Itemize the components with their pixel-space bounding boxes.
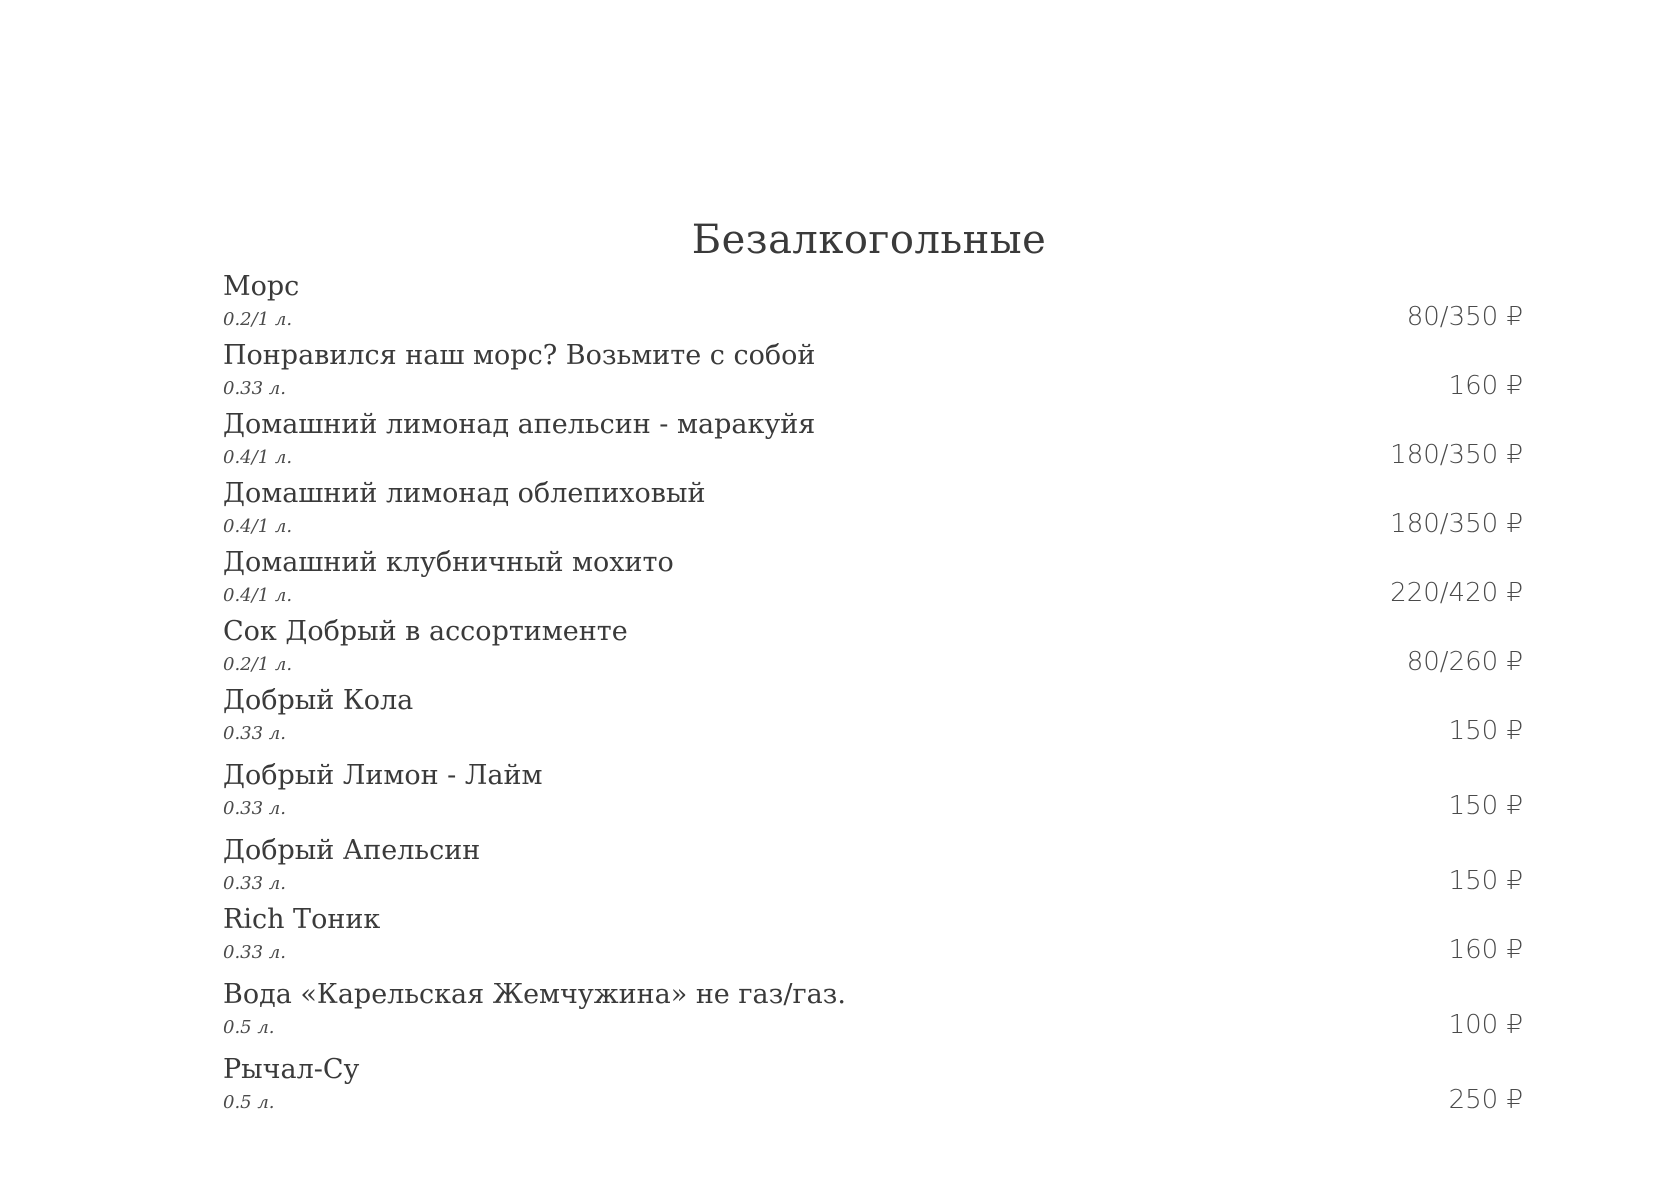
item-name: Сок Добрый в ассортименте [223, 616, 628, 647]
menu-list [223, 270, 1523, 1122]
item-name: Домашний клубничный мохито [223, 547, 674, 578]
item-name: Добрый Кола [223, 685, 414, 716]
item-price: 220/420 ₽ [1390, 578, 1523, 608]
menu-item [223, 1053, 1523, 1122]
item-price: 150 ₽ [1448, 716, 1523, 746]
item-volume: 0.2/1 л. [223, 654, 293, 675]
menu-item [223, 978, 1523, 1053]
item-volume: 0.4/1 л. [223, 516, 293, 537]
item-volume: 0.33 л. [223, 942, 286, 963]
item-price: 150 ₽ [1448, 866, 1523, 896]
item-volume: 0.5 л. [223, 1092, 275, 1113]
item-name: Понравился наш морс? Возьмите с собой [223, 340, 816, 371]
menu-item [223, 903, 1523, 978]
item-volume: 0.4/1 л. [223, 585, 293, 606]
menu-item [223, 477, 1523, 546]
item-volume: 0.33 л. [223, 723, 286, 744]
section-title: Безалкогольные [691, 217, 1047, 263]
menu-item [223, 270, 1523, 339]
item-name: Вода «Карельская Жемчужина» не газ/газ. [223, 979, 846, 1010]
item-name: Домашний лимонад апельсин - маракуйя [223, 409, 816, 440]
item-volume: 0.33 л. [223, 798, 286, 819]
item-volume: 0.2/1 л. [223, 309, 293, 330]
item-volume: 0.33 л. [223, 873, 286, 894]
item-price: 80/350 ₽ [1406, 302, 1523, 332]
item-name: Морс [223, 271, 300, 302]
menu-item [223, 339, 1523, 408]
item-name: Добрый Лимон - Лайм [223, 760, 543, 791]
item-name: Rich Тоник [223, 904, 381, 935]
item-volume: 0.5 л. [223, 1017, 275, 1038]
item-name: Домашний лимонад облепиховый [223, 478, 706, 509]
menu-item [223, 834, 1523, 903]
item-price: 80/260 ₽ [1406, 647, 1523, 677]
item-volume: 0.4/1 л. [223, 447, 293, 468]
item-price: 100 ₽ [1448, 1010, 1523, 1040]
menu-item [223, 408, 1523, 477]
item-price: 180/350 ₽ [1390, 440, 1523, 470]
menu-item [223, 615, 1523, 684]
item-name: Рычал-Су [223, 1054, 360, 1085]
menu-item [223, 546, 1523, 615]
item-price: 150 ₽ [1448, 791, 1523, 821]
item-price: 250 ₽ [1448, 1085, 1523, 1115]
item-name: Добрый Апельсин [223, 835, 481, 866]
item-price: 180/350 ₽ [1390, 509, 1523, 539]
item-price: 160 ₽ [1448, 371, 1523, 401]
menu-item [223, 684, 1523, 759]
menu-item [223, 759, 1523, 834]
item-price: 160 ₽ [1448, 935, 1523, 965]
item-volume: 0.33 л. [223, 378, 286, 399]
